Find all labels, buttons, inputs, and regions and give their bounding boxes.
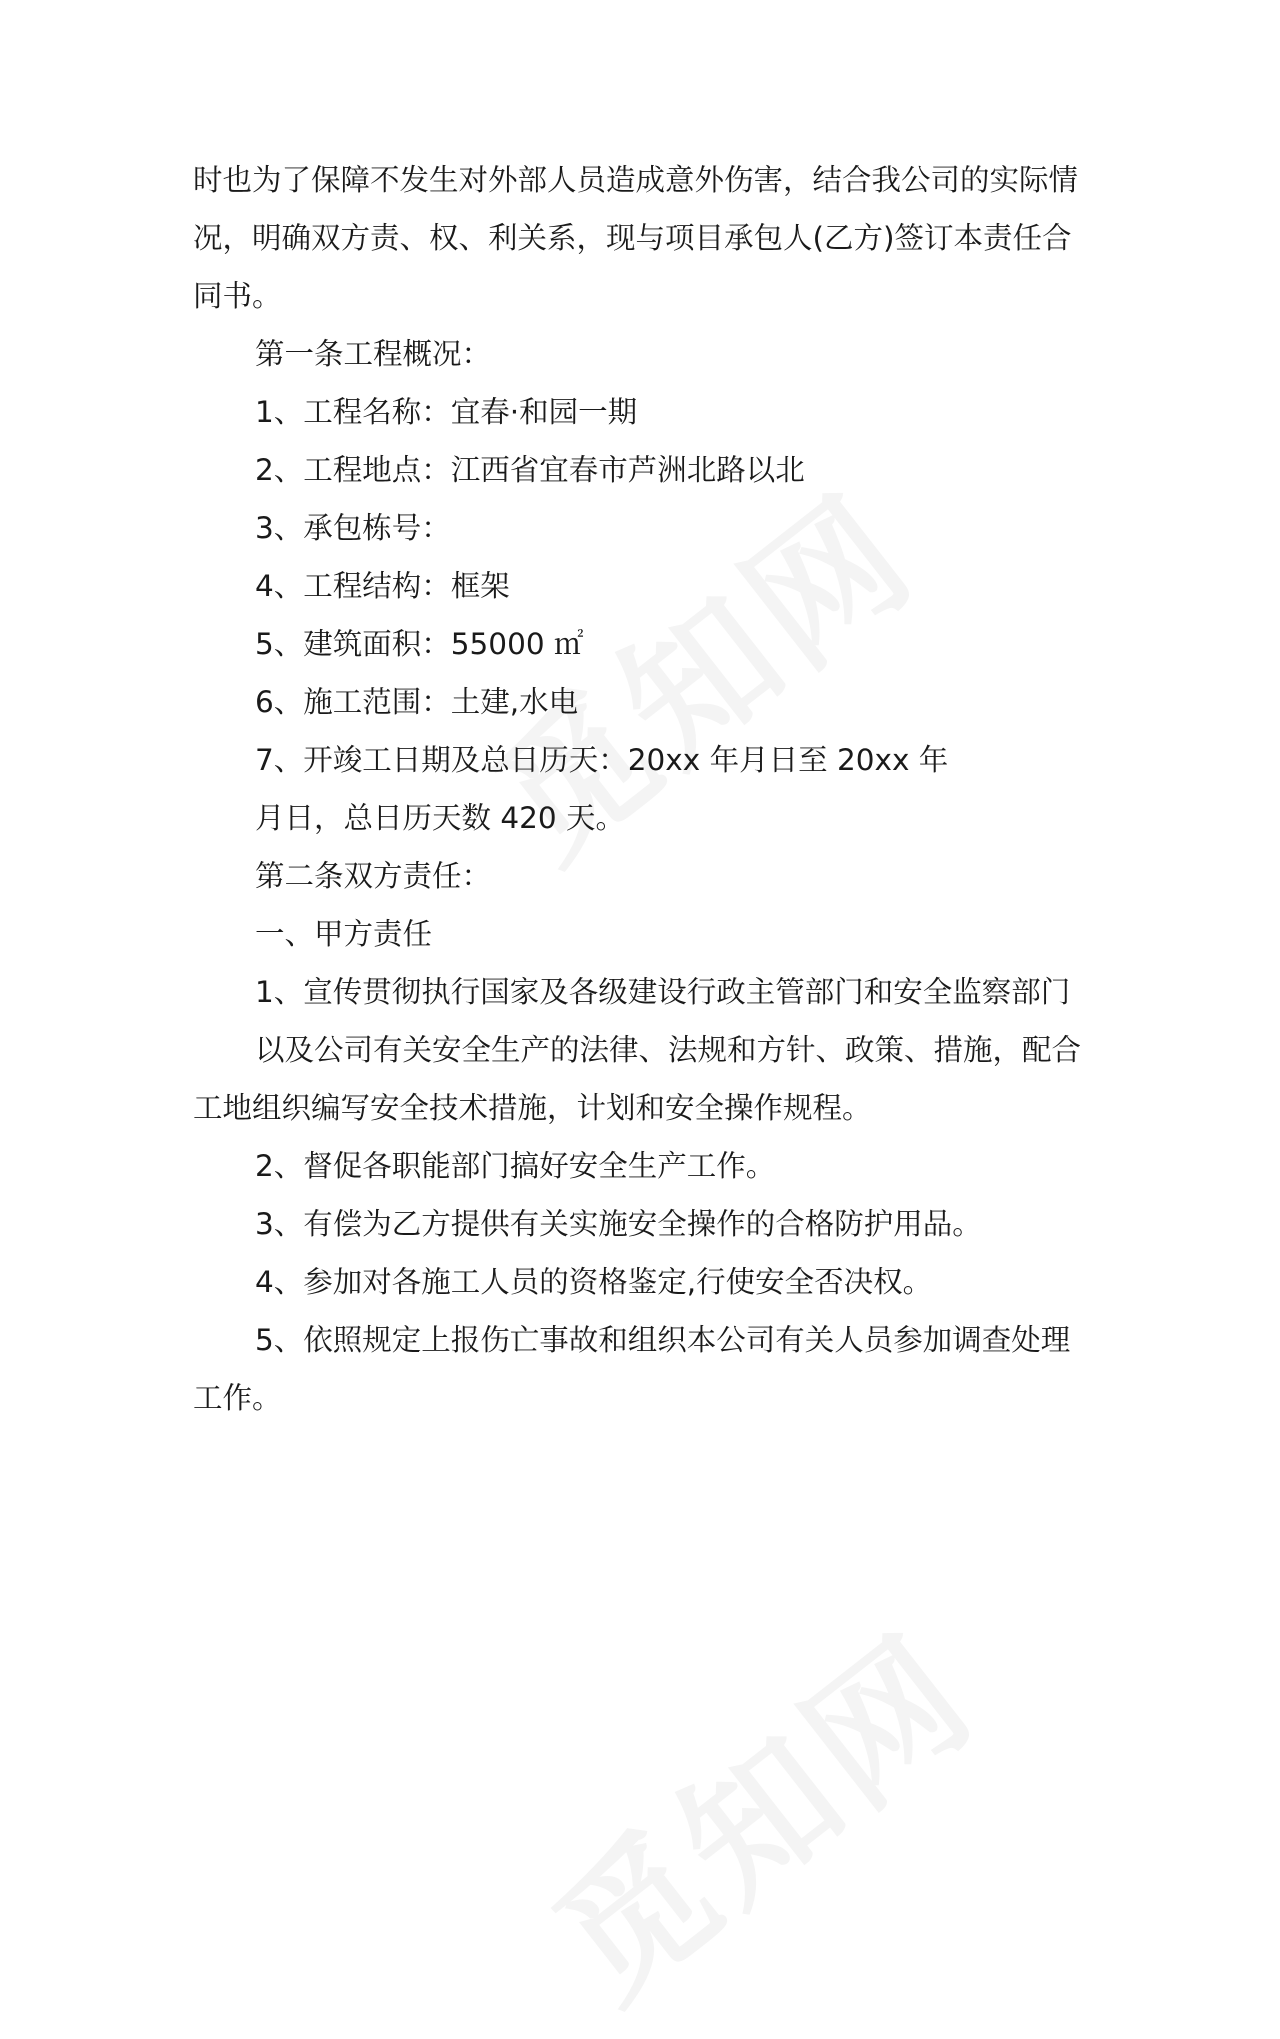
list-item: 4、参加对各施工人员的资格鉴定,行使安全否决权。 [255,1265,933,1299]
paragraph-line: 同书。 [193,279,282,313]
paragraph-line: 时也为了保障不发生对外部人员造成意外伤害，结合我公司的实际情 [193,163,1079,197]
list-item: 6、施工范围：土建,水电 [255,685,579,719]
list-item: 工地组织编写安全技术措施，计划和安全操作规程。 [193,1091,872,1125]
list-item: 7、开竣工日期及总日历天：20xx 年月日至 20xx 年 [255,743,949,777]
list-item: 1、工程名称：宜春·和园一期 [255,395,638,429]
list-item: 1、宣传贯彻执行国家及各级建设行政主管部门和安全监察部门 [255,975,1071,1009]
watermark [504,1577,1011,2039]
list-item: 4、工程结构：框架 [255,569,510,603]
article-heading: 第一条工程概况： [255,337,492,371]
section-heading: 一、甲方责任 [255,917,433,951]
list-item: 5、建筑面积：55000 ㎡ [255,627,584,661]
article-heading: 第二条双方责任： [255,859,492,893]
list-item: 月日，总日历天数 420 天。 [255,801,626,835]
list-item: 3、承包栋号： [255,511,451,545]
list-item: 工作。 [193,1381,282,1415]
list-item: 3、有偿为乙方提供有关实施安全操作的合格防护用品。 [255,1207,982,1241]
list-item: 5、依照规定上报伤亡事故和组织本公司有关人员参加调查处理 [255,1323,1071,1357]
paragraph-line: 况，明确双方责、权、利关系，现与项目承包人(乙方)签订本责任合 [193,221,1072,255]
list-item: 2、督促各职能部门搞好安全生产工作。 [255,1149,776,1183]
list-item: 以及公司有关安全生产的法律、法规和方针、政策、措施，配合 [255,1033,1082,1067]
list-item: 2、工程地点：江西省宜春市芦洲北路以北 [255,453,805,487]
